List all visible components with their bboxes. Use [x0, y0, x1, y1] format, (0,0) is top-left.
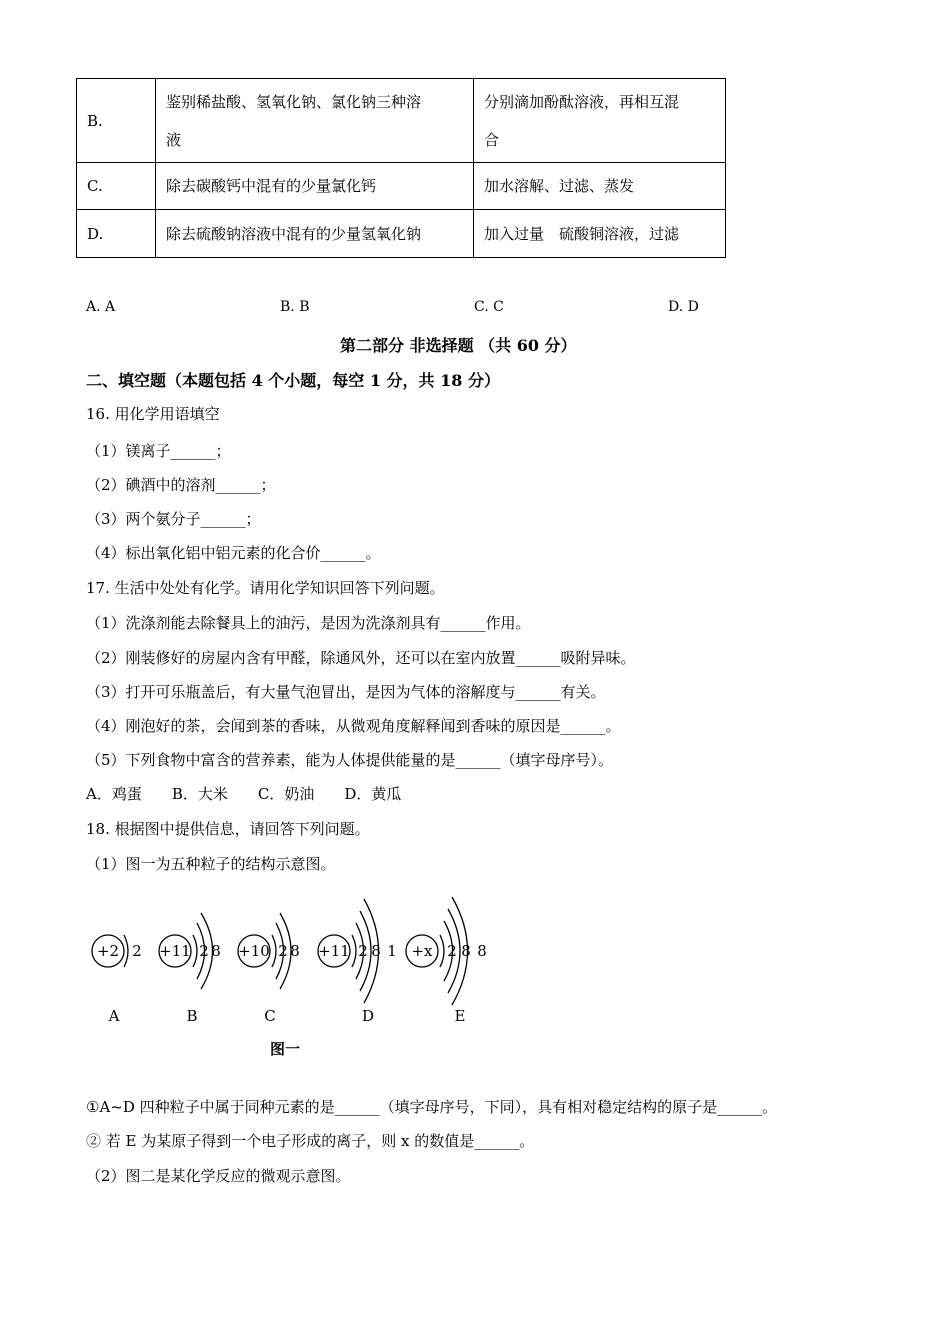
shell-count: 2 [278, 942, 288, 960]
row-task: 除去碳酸钙中混有的少量氯化钙 [156, 163, 474, 210]
option-table [76, 78, 726, 258]
q16-stem: 16. 用化学用语填空 [86, 405, 220, 423]
row-label: B. [77, 79, 156, 163]
q16-item: （1）镁离子______； [86, 442, 231, 460]
row-method: 加水溶解、过滤、蒸发 [474, 163, 726, 210]
q17-item: （2）刚装修好的房屋内含有甲醛，除通风外，还可以在室内放置______吸附异味。 [86, 649, 636, 667]
particle-a-label: A [108, 1007, 120, 1025]
particle-c-label: C [264, 1007, 276, 1025]
part-title: 第二部分 非选择题 （共 60 分） [340, 336, 577, 355]
q17-item: （4）刚泡好的茶，会闻到茶的香味，从微观角度解释闻到香味的原因是______。 [86, 717, 621, 735]
row-label: D. [77, 210, 156, 258]
q17-options: A．鸡蛋 B．大米 C．奶油 D．黄瓜 [86, 785, 402, 803]
row-task: 鉴别稀盐酸、氢氧化钠、氯化钠三种溶 液 [156, 79, 474, 163]
q18-stem: 18. 根据图中提供信息，请回答下列问题。 [86, 820, 370, 838]
q17-stem: 17. 生活中处处有化学。请用化学知识回答下列问题。 [86, 579, 445, 597]
q16-item: （4）标出氧化铝中铝元素的化合价______。 [86, 544, 381, 562]
shell-count: 2 [447, 942, 457, 960]
row-task: 除去硫酸钠溶液中混有的少量氢氧化钠 [156, 210, 474, 258]
row-method: 加入过量 硫酸铜溶液，过滤 [474, 210, 726, 258]
figure-one [80, 890, 500, 1065]
shell-count: 8 [211, 942, 221, 960]
q18-question-2: ② 若 E 为某原子得到一个电子形成的离子，则 x 的数值是______。 [86, 1132, 535, 1150]
table-row [77, 163, 726, 210]
shell-count: 8 [461, 942, 471, 960]
particle-d-label: D [361, 1007, 375, 1025]
shell-count: 1 [387, 942, 397, 960]
choice-a[interactable]: A. A [86, 299, 116, 315]
q16-item: （3）两个氨分子______； [86, 510, 261, 528]
particle-e-label: E [454, 1007, 466, 1025]
particle-d-nucleus: +11 [318, 942, 350, 960]
choice-b[interactable]: B. B [280, 299, 310, 315]
q18-question-1: ①A~D 四种粒子中属于同种元素的是______（填字母序号，下同），具有相对稳定结构的原子是______。 [86, 1098, 778, 1116]
q17-item: （1）洗涤剂能去除餐具上的油污，是因为洗涤剂具有______作用。 [86, 614, 531, 632]
shell-count: 2 [358, 942, 368, 960]
q17-item: （5）下列食物中富含的营养素，能为人体提供能量的是______（填字母序号）。 [86, 751, 614, 769]
q16-item: （2）碘酒中的溶剂______； [86, 476, 276, 494]
particle-a-nucleus: +2 [96, 942, 120, 960]
shell-count: 8 [477, 942, 487, 960]
table-row [77, 79, 726, 163]
table-row [77, 210, 726, 258]
row-label: C. [77, 163, 156, 210]
row-method: 分别滴加酚酞溶液，再相互混 合 [474, 79, 726, 163]
particle-e-nucleus: +x [411, 942, 433, 960]
shell-count: 8 [290, 942, 300, 960]
particle-b-label: B [186, 1007, 198, 1025]
shell-count: 8 [371, 942, 381, 960]
particle-b-nucleus: +11 [159, 942, 191, 960]
section-title: 二、填空题（本题包括 4 个小题，每空 1 分，共 18 分） [86, 371, 500, 390]
q18-sub2: （2）图二是某化学反应的微观示意图。 [86, 1167, 351, 1185]
shell-count: 2 [199, 942, 209, 960]
q18-sub1: （1）图一为五种粒子的结构示意图。 [86, 855, 336, 873]
q17-item: （3）打开可乐瓶盖后，有大量气泡冒出，是因为气体的溶解度与______有关。 [86, 683, 606, 701]
figure-caption: 图一 [269, 1040, 301, 1058]
shell-count: 2 [132, 942, 142, 960]
choice-c[interactable]: C. C [474, 299, 504, 315]
choice-d[interactable]: D. D [668, 299, 699, 315]
particle-c-nucleus: +10 [238, 942, 270, 960]
